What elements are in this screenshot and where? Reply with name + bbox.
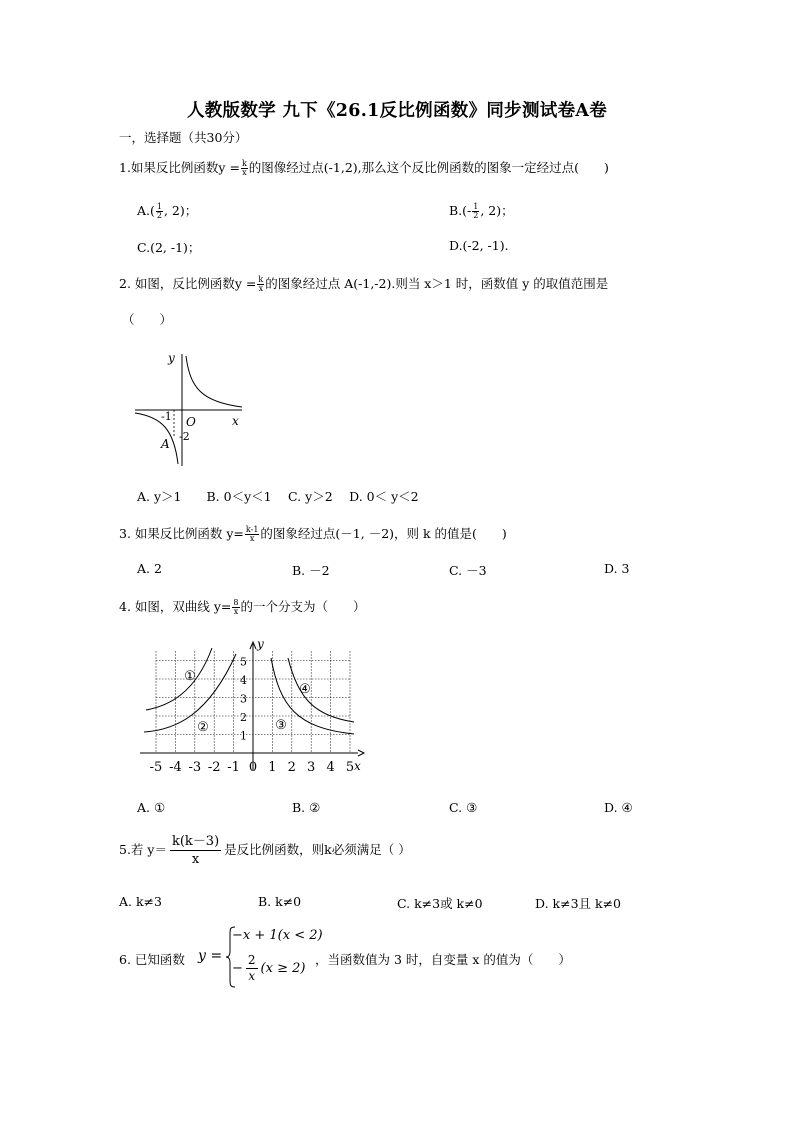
- q2-x-label: x: [232, 414, 239, 428]
- q3-option-d: D. 3: [604, 561, 630, 576]
- q1-text-post: 的图像经过点(-1,2),那么这个反比例函数的图象一定经过点( ): [248, 160, 609, 175]
- q4-option-a: A. ①: [137, 800, 166, 815]
- q4-branch-label: ④: [299, 682, 311, 697]
- question-1: [119, 158, 609, 177]
- question-3: 3. 如果反比例函数 y= $\frac{k-1}{x}$ 的图象经过点(－1, －2)，则 k 的值是( ): [119, 525, 507, 543]
- q2-neg2-label: -2: [179, 430, 190, 443]
- q4-branch-label: ②: [197, 720, 209, 735]
- q3-fraction: $\frac{k-1}{x}$: [245, 525, 259, 543]
- q1-option-b: B.(- $\frac{1}{2}$ , 2)；: [449, 202, 514, 220]
- q4-fraction: $\frac{8}{x}$: [233, 598, 239, 616]
- q1-option-a: A.( $\frac{1}{2}$ , 2)；: [137, 202, 198, 220]
- question-5: 5.若 y＝ $\frac{k(k-3)}{x}$ 是反比例函数，则k必须满足（ ）: [119, 834, 411, 867]
- q4-x-tick-label: 2: [287, 760, 296, 775]
- q6-text-pre: 6. 已知函数: [119, 952, 185, 967]
- q4-x-tick-label: -3: [188, 760, 202, 775]
- q4-branch-label: ③: [275, 718, 287, 733]
- q4-x-tick-label: -5: [149, 760, 163, 775]
- q5-option-c: C. k≠3或 k≠0: [397, 896, 483, 911]
- q2-neg1-label: -1: [161, 410, 172, 423]
- q4-x-tick-label: -2: [207, 760, 221, 775]
- q2-answer-paren: （ ）: [122, 312, 173, 327]
- q6-case-1: −x + 1(x < 2): [232, 928, 323, 943]
- q4-x-arrow: [358, 750, 364, 756]
- q4-option-d: D. ④: [604, 800, 633, 815]
- q4-y-tick-label: 3: [240, 692, 247, 706]
- q3-option-b: B. －2: [292, 563, 330, 578]
- q4-y-tick-label: 4: [240, 674, 247, 687]
- q2-point-a-label: A: [161, 437, 170, 451]
- q4-branch-label: ①: [184, 669, 196, 684]
- q4-x-tick-label: 3: [307, 760, 316, 775]
- q3-option-c: C. －3: [449, 563, 487, 578]
- q2-fraction: $\frac{k}{x}$: [258, 275, 264, 293]
- q4-option-c: C. ③: [449, 800, 478, 815]
- q6-y-equals: y =: [198, 948, 223, 964]
- q2-y-label: y: [168, 351, 175, 365]
- q4-x-tick-label: 1: [268, 760, 277, 775]
- q6-text-post: ，当函数值为 3 时，自变量 x 的值为（ ）: [315, 952, 571, 967]
- q1-option-d: D.(-2, -1).: [449, 238, 509, 253]
- q1-text-pre: 1.如果反比例函数y =: [119, 160, 240, 175]
- q6-case-2: − $\frac{2}{x}$ (x ≥ 2): [232, 953, 306, 983]
- section-heading: 一，选择题（共30分）: [119, 130, 248, 145]
- page-title: 人教版数学 九下《26.1反比例函数》同步测试卷A卷: [186, 101, 608, 121]
- q4-x-tick-label: 0: [248, 760, 258, 775]
- question-4: 4. 如图，双曲线 y= $\frac{8}{x}$ 的一个分支为（ ）: [119, 598, 366, 616]
- q5-option-b: B. k≠0: [258, 894, 302, 909]
- q2-curve-right: [186, 356, 242, 407]
- q4-y-tick-label: 5: [240, 655, 247, 669]
- q2-graph: [130, 348, 250, 470]
- q4-x-tick-label: -1: [227, 760, 240, 775]
- q4-branch-2: [144, 654, 236, 732]
- q5-option-d: D. k≠3且 k≠0: [535, 896, 621, 911]
- q4-x-tick-label: -4: [169, 760, 182, 775]
- question-2: 2. 如图，反比例函数y = $\frac{k}{x}$ 的图象经过点 A(-1,-2).则当 x＞1 时，函数值 y 的取值范围是: [119, 275, 609, 293]
- q3-option-a: A. 2: [137, 561, 162, 576]
- q4-y-tick-label: 2: [240, 711, 247, 724]
- q4-graph: [140, 636, 370, 776]
- q4-y-label: y: [257, 637, 264, 651]
- q1-option-c: C.(2, -1)；: [137, 240, 201, 255]
- q5-option-a: A. k≠3: [119, 894, 162, 909]
- q4-y-tick-label: 1: [240, 729, 247, 743]
- q5-fraction: $\frac{k(k-3)}{x}$: [171, 834, 220, 867]
- q4-x-tick-label: 4: [326, 760, 335, 775]
- q4-x-tick-label: 5: [345, 760, 355, 775]
- q4-branch-4: [288, 658, 354, 722]
- q2-origin-label: O: [186, 415, 196, 429]
- q2-options: A. y＞1 B. 0＜y＜1 C. y＞2 D. 0＜ y＜2: [137, 489, 419, 504]
- q4-x-label: x: [354, 759, 361, 773]
- q1-fraction: $\frac{k}{x}$: [241, 159, 247, 177]
- q4-option-b: B. ②: [292, 800, 321, 815]
